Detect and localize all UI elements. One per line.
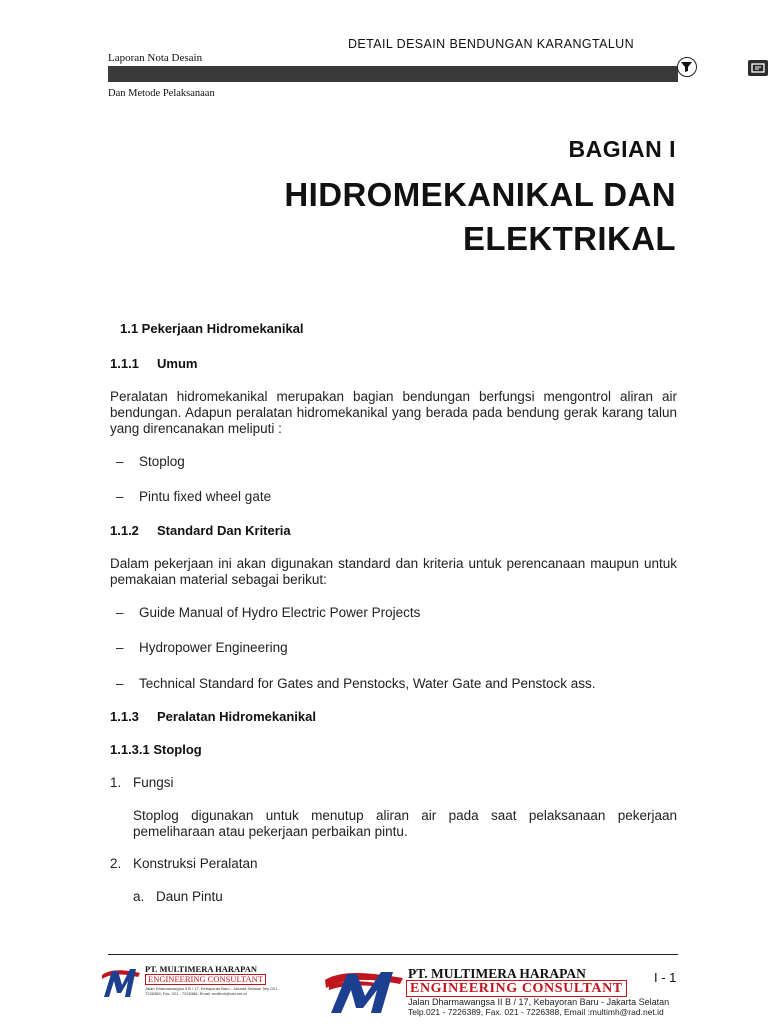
footer-divider (108, 954, 678, 955)
section-heading-1-1-2 (110, 523, 291, 538)
company-name-small: PT. MULTIMERA HARAPAN (145, 964, 257, 974)
paragraph-stoplog: Stoplog digunakan untuk menutup aliran air pada saat pelaksanaan pekerjaan pemeliharaan atau pekerjaan perbaikan pintu. (133, 808, 677, 840)
list-item: – Stoplog (116, 454, 185, 469)
section-heading-1-1-1 (110, 356, 197, 371)
paragraph-standard: Dalam pekerjaan ini akan digunakan standard dan kriteria untuk perencanaan maupun untuk pemakaian material sebagai berikut: (110, 556, 677, 588)
section-title: Peralatan Hidromekanikal (157, 709, 316, 724)
chapter-label: BAGIAN I (568, 136, 676, 162)
section-heading-1-1: 1.1 Pekerjaan Hidromekanikal (120, 321, 304, 336)
ordered-subitem-daun-pintu: a. Daun Pintu (133, 889, 223, 904)
company-logo (323, 966, 405, 1014)
section-title: Umum (157, 356, 198, 371)
header-report-subname: Dan Metode Pelaksanaan (108, 88, 215, 99)
list-item: – Hydropower Engineering (116, 640, 288, 655)
chapter-title (284, 173, 676, 261)
document-title: DETAIL DESAIN BENDUNGAN KARANGTALUN (348, 37, 635, 51)
paragraph-umum: Peralatan hidromekanikal merupakan bagian bendungan berfungsi mengontrol aliran air bendungan. Adapun peralatan hidromekanikal yang berada pada bendung gerak karang talun yang direncanakan meliputi : (110, 389, 677, 437)
ordered-item-fungsi: 1. Fungsi (110, 775, 174, 790)
section-number: 1.1.2 (110, 523, 139, 538)
section-number: 1.1.3 (110, 709, 139, 724)
ordered-item-konstruksi: 2. Konstruksi Peralatan (110, 856, 258, 871)
company-address: Jalan Dharmawangsa II B / 17, Kebayoran Baru - Jakarta Selatan (408, 997, 670, 1007)
header-bar (108, 66, 678, 82)
list-item: – Guide Manual of Hydro Electric Power Projects (116, 605, 421, 620)
filter-icon[interactable] (677, 57, 697, 77)
chapter-title-line1: HIDROMEKANIKAL DAN (284, 176, 676, 213)
engineering-label: ENGINEERING CONSULTANT (406, 980, 627, 997)
company-address-small: Jalan Dharmawangsa II B / 17, Kebayoran Baru - Jakarta Selatan Telp.021 - 7226389, Fax. 021 - 7226388, Email :multimh@rad.net.id (145, 986, 280, 996)
list-item: – Technical Standard for Gates and Penstocks, Water Gate and Penstock ass. (116, 676, 596, 691)
company-contact: Telp.021 - 7226389, Fax. 021 - 7226388, Email :multimh@rad.net.id (408, 1007, 664, 1017)
section-title: Standard Dan Kriteria (157, 523, 291, 538)
engineering-label-small: ENGINEERING CONSULTANT (145, 974, 266, 985)
section-number: 1.1.1 (110, 356, 139, 371)
chapter-title-line2: ELEKTRIKAL (463, 220, 676, 257)
company-logo-small (100, 963, 142, 998)
company-name: PT. MULTIMERA HARAPAN (408, 966, 586, 981)
page-number: I - 1 (654, 970, 677, 985)
list-item: – Pintu fixed wheel gate (116, 489, 272, 504)
section-heading-1-1-3-1: 1.1.3.1 Stoplog (110, 742, 202, 757)
header-report-name: Laporan Nota Desain (108, 52, 203, 64)
toolbar-icon[interactable] (748, 60, 768, 76)
section-heading-1-1-3 (110, 709, 316, 724)
